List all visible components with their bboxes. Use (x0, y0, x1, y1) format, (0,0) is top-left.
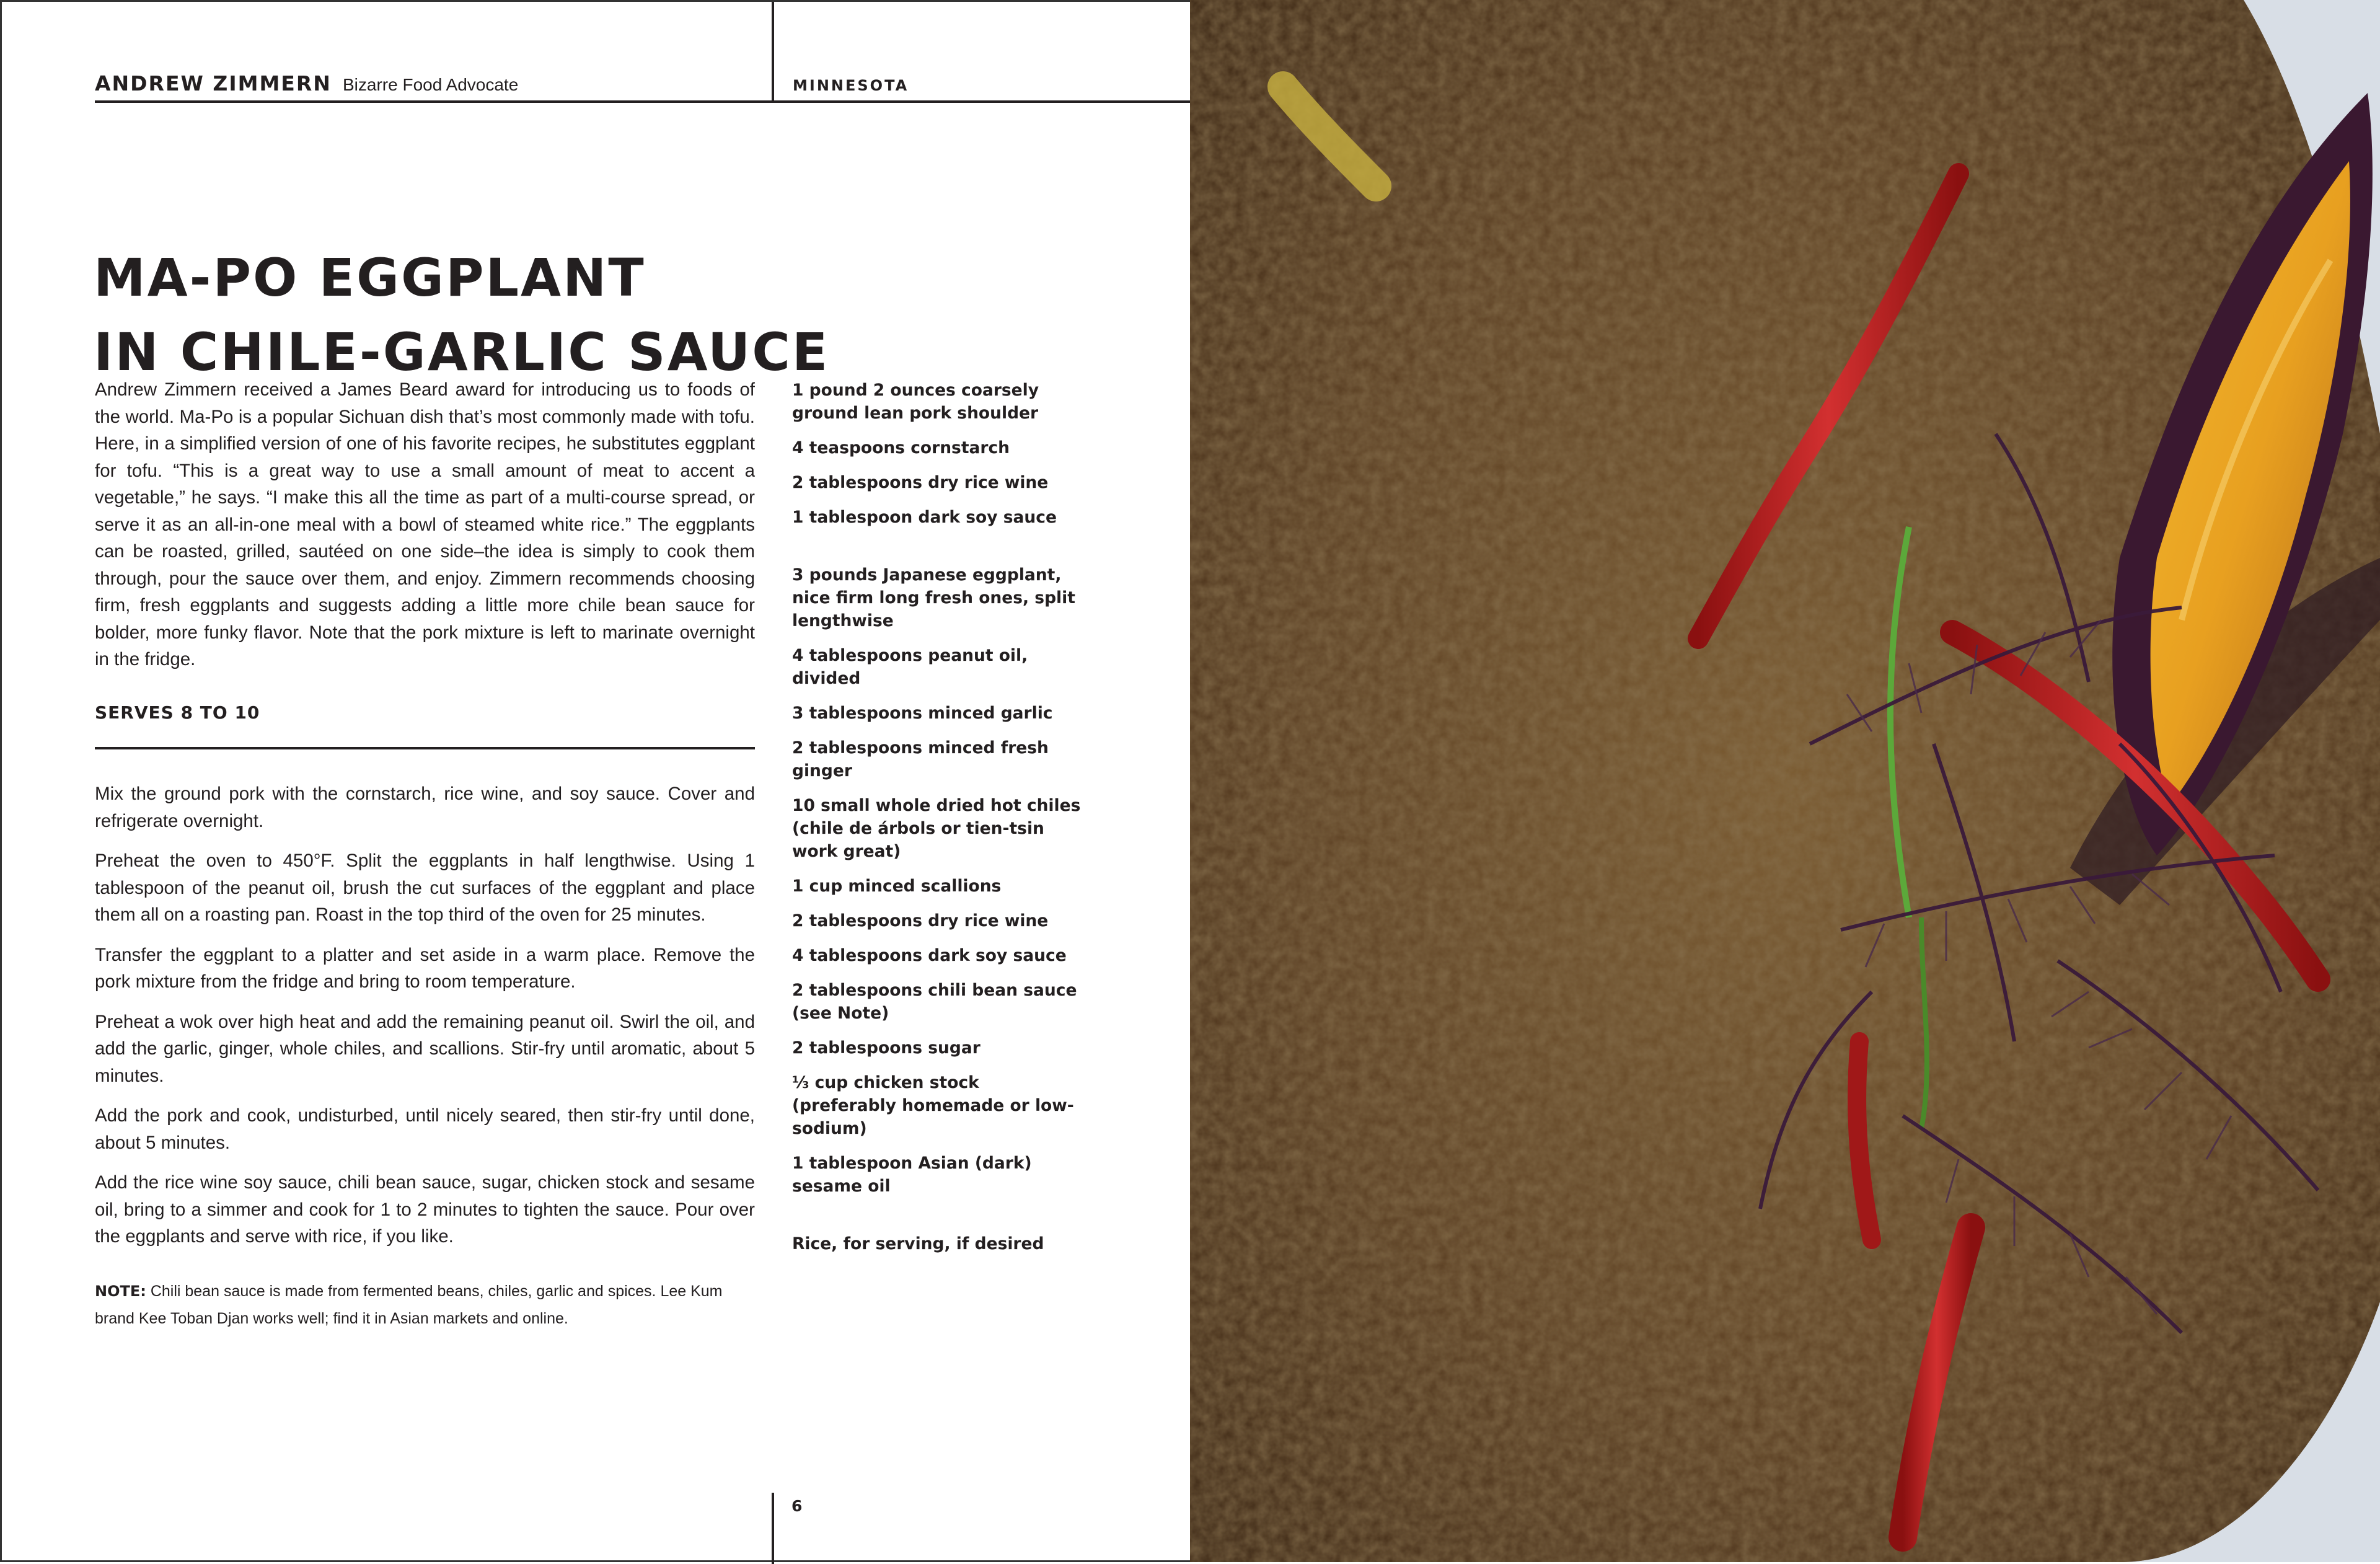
note-text: Chili bean sauce is made from fermented beans, chiles, garlic and spices. Lee Kum brand Kee Toban Djan works well; find it in Asian markets and online. (95, 1283, 723, 1327)
ingredient-item: 4 tablespoons peanut oil, divided (792, 646, 1028, 688)
ingredient-item: 3 pounds Japanese eggplant, nice firm long fresh ones, split lengthwise (792, 565, 1075, 630)
footer-column-rule (772, 1493, 774, 1564)
ingredient-item: 1 tablespoon Asian (dark) sesame oil (792, 1154, 1032, 1196)
method-step: Preheat the oven to 450°F. Split the eggplants in half lengthwise. Using 1 tablespoon of the peanut oil, brush the cut surfaces of the eggplant and place them all on a roasting pan. Roast in the top third of the oven for 25 minutes. (95, 850, 755, 925)
header-column-rule (772, 2, 774, 103)
state-label: MINNESOTA (793, 77, 909, 94)
recipe-title (94, 241, 829, 389)
method-step: Mix the ground pork with the cornstarch, rice wine, and soy sauce. Cover and refrigerate overnight. (95, 784, 755, 831)
ingredient-item: 4 tablespoons dark soy sauce (792, 946, 1067, 965)
ingredient-item: 4 teaspoons cornstarch (792, 438, 1010, 457)
note-label: NOTE: (95, 1283, 146, 1300)
ingredient-item: 1 cup minced scallions (792, 877, 1002, 896)
ingredient-item: 2 tablespoons minced fresh ginger (792, 738, 1049, 780)
method-steps (95, 780, 755, 1263)
chef-role: Bizarre Food Advocate (343, 75, 519, 94)
page-number: 6 (791, 1497, 803, 1515)
recipe-page (0, 0, 1190, 1562)
ingredient-item: ⅓ cup chicken stock (preferably homemade or low-sodium) (792, 1073, 1074, 1138)
method-step: Add the pork and cook, undisturbed, until nicely seared, then stir-fry until done, about 5 minutes. (95, 1105, 755, 1153)
dish-photo-illustration (1190, 0, 2380, 1562)
chef-name: ANDREW ZIMMERN (95, 71, 332, 95)
header-rule (95, 100, 1192, 103)
recipe-intro: Andrew Zimmern received a James Beard award for introducing us to foods of the world. Ma-Po is a popular Sichuan dish that’s most commonly made with tofu. Here, in a simplified version of one of his favorite recipes, he substitutes eggplant for tofu. “This is a great way to use a small amount of meat to accent a vegetable,” he says. “I make this all the time as part of a multi-course spread, or serve it as an all-in-one meal with a bowl of steamed white rice.” The eggplants can be roasted, grilled, sautéed on one side–the idea is simply to cook them through, pour the sauce over them, and enjoy. Zimmern recommends choosing firm, fresh eggplants and suggests adding a little more chile bean sauce for bolder, more funky flavor. Note that the pork mixture is left to marinate overnight in the fridge. (95, 379, 755, 669)
ingredient-item: 2 tablespoons sugar (792, 1038, 981, 1058)
method-step: Add the rice wine soy sauce, chili bean sauce, sugar, chicken stock and sesame oil, bring to a simmer and cook for 1 to 2 minutes to tighten the sauce. Pour over the eggplants and serve with rice, if you like. (95, 1172, 755, 1247)
ingredient-item: 3 tablespoons minced garlic (792, 704, 1053, 723)
section-divider (95, 747, 755, 749)
servings: SERVES 8 TO 10 (95, 702, 260, 723)
method-step: Transfer the eggplant to a platter and set aside in a warm place. Remove the pork mixture from the fridge and bring to room temperature. (95, 944, 755, 992)
ingredient-item: 2 tablespoons dry rice wine (792, 473, 1049, 492)
recipe-note (95, 1278, 755, 1332)
recipe-title-line-2: IN CHILE-GARLIC SAUCE (94, 322, 830, 382)
ingredient-item: 2 tablespoons chili bean sauce (see Note) (792, 981, 1077, 1023)
method-step: Preheat a wok over high heat and add the remaining peanut oil. Swirl the oil, and add the garlic, ginger, whole chiles, and scallions. Stir-fry until aromatic, about 5 minutes. (95, 1011, 755, 1086)
dish-photo (1190, 0, 2380, 1562)
recipe-title-line-1: MA-PO EGGPLANT (94, 247, 646, 308)
ingredient-list (792, 379, 1083, 1255)
ingredient-item: 2 tablespoons dry rice wine (792, 911, 1049, 930)
ingredient-item: 10 small whole dried hot chiles (chile de árbols or tien-tsin work great) (792, 796, 1081, 861)
ingredient-item: 1 pound 2 ounces coarsely ground lean pork shoulder (792, 381, 1039, 423)
ingredient-item: Rice, for serving, if desired (792, 1234, 1044, 1253)
ingredient-item: 1 tablespoon dark soy sauce (792, 508, 1057, 527)
